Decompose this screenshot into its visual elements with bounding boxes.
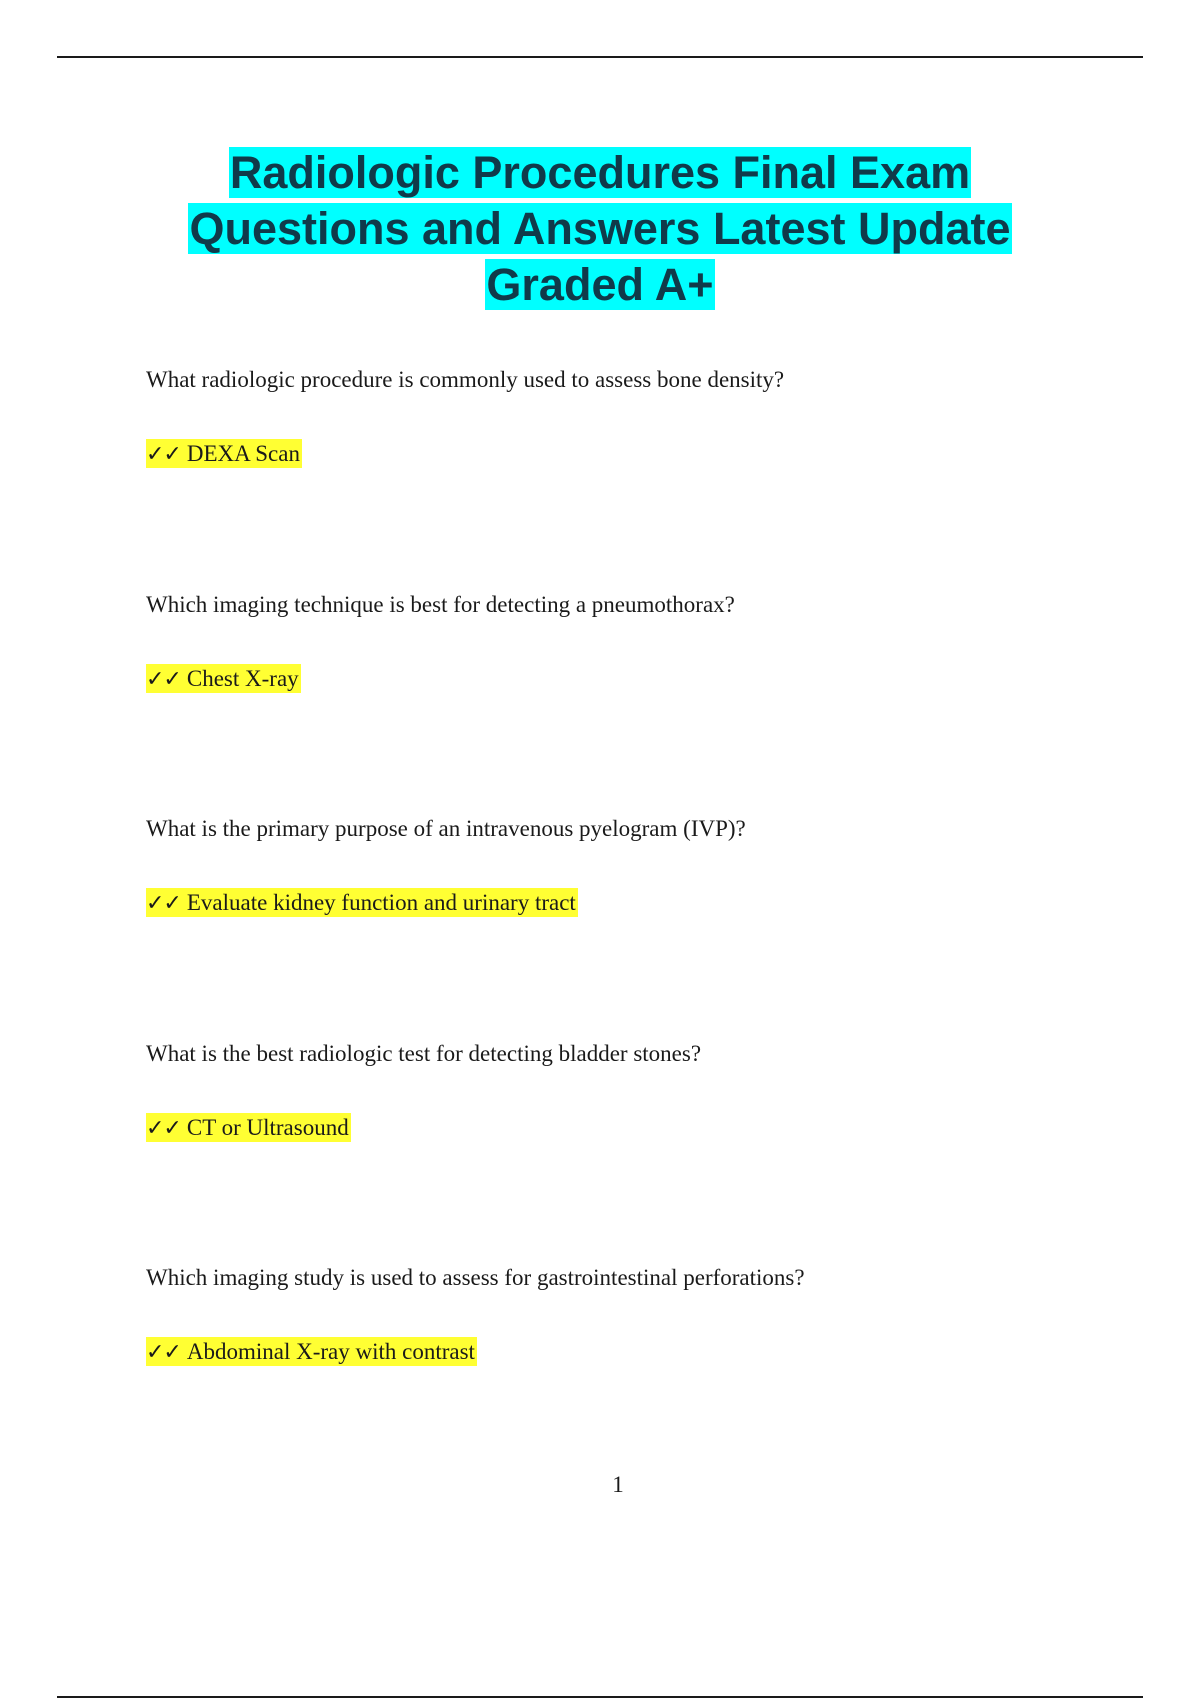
answer-line bbox=[146, 888, 1106, 919]
answer-line bbox=[146, 1337, 1106, 1368]
answer-line bbox=[146, 439, 1106, 470]
question-text: What is the best radiologic test for detecting bladder stones? bbox=[146, 1040, 702, 1066]
question-text: Which imaging technique is best for detecting a pneumothorax? bbox=[146, 591, 735, 617]
top-rule bbox=[57, 56, 1143, 58]
answer-highlight bbox=[146, 1337, 477, 1366]
answer-highlight bbox=[146, 439, 302, 468]
page-number: 1 bbox=[612, 1472, 624, 1497]
question-text: What radiologic procedure is commonly used to assess bone density? bbox=[146, 367, 785, 392]
double-check-icon: ✓✓ bbox=[146, 666, 181, 692]
qa-item-4 bbox=[146, 1039, 1106, 1264]
qa-item-2 bbox=[146, 590, 1106, 815]
answer-highlight bbox=[146, 888, 578, 917]
qa-item-5 bbox=[146, 1263, 1106, 1488]
question-answer-list bbox=[146, 365, 1106, 1488]
question-text: Which imaging study is used to assess for gastrointestinal perforations? bbox=[146, 1265, 805, 1290]
title-line-3: Graded A+ bbox=[486, 259, 714, 310]
title-line-2: Questions and Answers Latest Update bbox=[189, 203, 1011, 254]
double-check-icon: ✓✓ bbox=[146, 1340, 181, 1365]
question-text: What is the primary purpose of an intravenous pyelogram (IVP)? bbox=[146, 816, 746, 841]
title-line-1: Radiologic Procedures Final Exam bbox=[229, 147, 971, 198]
qa-item-1 bbox=[146, 365, 1106, 590]
double-check-icon: ✓✓ bbox=[146, 1115, 181, 1141]
qa-item-3 bbox=[146, 814, 1106, 1039]
answer-line bbox=[146, 664, 1106, 695]
answer-line bbox=[146, 1113, 1106, 1144]
answer-highlight bbox=[146, 1113, 351, 1142]
double-check-icon: ✓✓ bbox=[146, 442, 181, 467]
answer-text: Evaluate kidney function and urinary tract bbox=[186, 890, 576, 915]
document-title bbox=[100, 145, 1100, 313]
answer-text: Abdominal X-ray with contrast bbox=[186, 1339, 475, 1364]
bottom-rule bbox=[57, 1696, 1143, 1698]
answer-text: Chest X-ray bbox=[186, 665, 299, 691]
answer-text: CT or Ultrasound bbox=[186, 1114, 349, 1140]
answer-highlight bbox=[146, 664, 301, 693]
double-check-icon: ✓✓ bbox=[146, 891, 181, 916]
answer-text: DEXA Scan bbox=[186, 441, 300, 466]
